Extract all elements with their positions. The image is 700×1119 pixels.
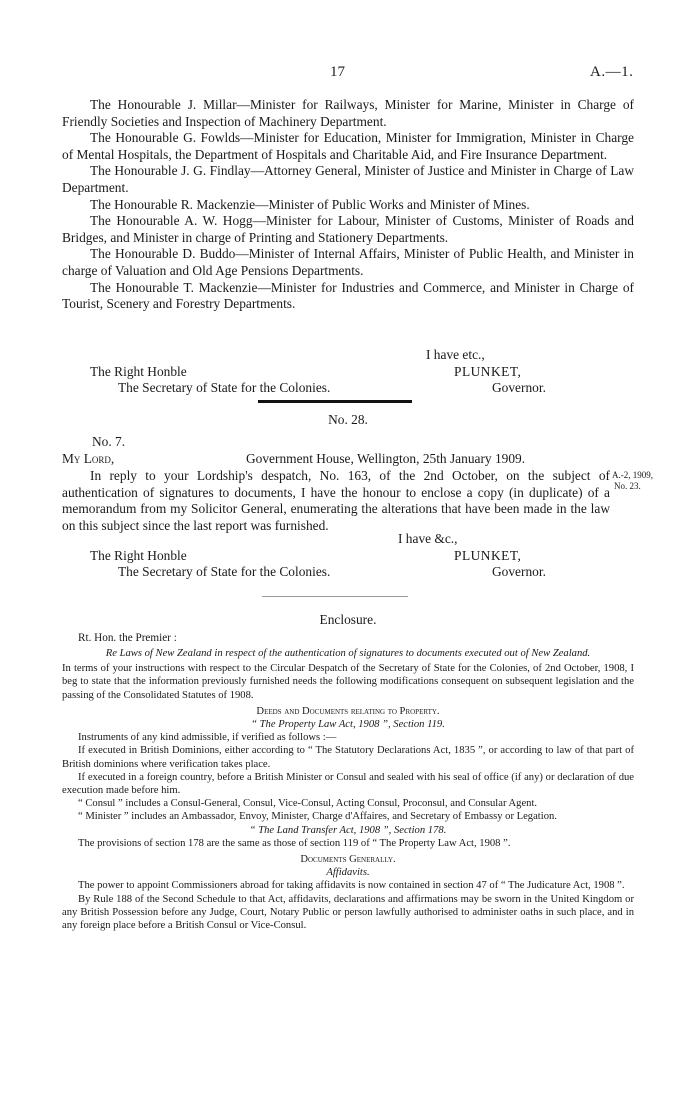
section-heading: Documents Generally. [300,854,396,866]
minister-entry: The Honourable J. G. Findlay—Attorney General, Minister of Justice and Minister in Charge of Law Department. [62,163,634,195]
minister-entry: The Honourable D. Buddo—Minister of Internal Affairs, Minister of Public Health, and Minister in charge of Valuation and Old Age Pensions Departments. [62,246,634,278]
enclosure-to: Rt. Hon. the Premier : [78,632,177,644]
document-reference: A.—1. [590,64,634,80]
ministers-list [62,97,634,313]
enclosure-paragraph: “ Minister ” includes an Ambassador, Envoy, Minister, Charge d'Affaires, and Secretary of Embassy or Legation. [78,811,557,823]
despatch-sub-number: No. 7. [92,434,126,449]
despatch-body [62,468,610,534]
closing-block-2 [62,531,634,581]
margin-note-line: A.-2, 1909, [612,470,653,480]
signer-title: Governor. [492,564,546,580]
margin-note-line: No. 23. [614,481,641,491]
section-divider [258,400,412,403]
enclosure-paragraph: If executed in a foreign country, before a British Minister or Consul and sealed with his seal of office (if any) or declaration of due execution made before him. [62,771,634,797]
section-heading: Deeds and Documents relating to Property. [256,705,440,717]
intro-paragraph: In terms of your instructions with respect to the Circular Despatch of the Secretary of State for the Colonies, of 2nd October, 1908, I beg to state that the information previously furnished needs the following modifications consequent on subsequent legislation and the passing of the Consolidated Statutes of 1908. [62,663,634,701]
section-subheading: Affidavits. [326,867,370,879]
signer-name: PLUNKET, [454,363,522,379]
addressee-title: The Secretary of State for the Colonies. [118,380,331,396]
have-etc: I have &c., [398,531,458,546]
signer-title: Governor. [492,380,546,396]
minister-entry: The Honourable T. Mackenzie—Minister for Industries and Commerce, and Minister in Charge of Tourist, Scenery and Forestry Departments. [62,279,634,312]
enclosure-heading: Enclosure. [319,612,377,627]
addressee: The Right Honble [90,363,187,379]
enclosure-paragraph: The provisions of section 178 are the same as those of section 119 of “ The Property Law Act, 1908 ”. [78,837,511,849]
despatch-paragraph: In reply to your Lordship's despatch, No. 163, of the 2nd October, on the subject of authentication of signatures to documents, I have the honour to enclose a copy (in duplicate) of a memorandum from my Solicitor General, enumerating the alterations that have been made in the law on this subject since the last report was furnished. [62,468,610,533]
enclosure-paragraph: Instruments of any kind admissible, if verified as follows :— [78,732,337,744]
enclosure-body [62,647,634,932]
minister-entry: The Honourable R. Mackenzie—Minister of Public Works and Minister of Mines. [90,196,530,212]
minister-entry: The Honourable G. Fowlds—Minister for Education, Minister for Immigration, Minister in Charge of Mental Hospitals, the Department of Hospitals and Charitable Aid, and Fire Insurance Department. [62,130,634,162]
enclosure-paragraph: The power to appoint Commissioners abroad for taking affidavits is now contained in section 47 of “ The Judicature Act, 1908 ”. [78,880,625,892]
closing-block-1 [62,347,634,397]
enclosure-paragraph: If executed in British Dominions, either according to “ The Statutory Declarations Act, 1835 ”, or according to law of that part of British dominions where verification takes place. [62,745,634,770]
margin-note [612,470,653,492]
addressee-title: The Secretary of State for the Colonies. [118,564,331,580]
place-date: Government House, Wellington, 25th January 1909. [246,451,526,466]
signer-name: PLUNKET, [454,547,522,563]
minister-entry: The Honourable J. Millar—Minister for Railways, Minister for Marine, Minister in Charge of Friendly Societies and Inspection of Machinery Department. [62,97,634,129]
enclosure-paragraph: “ Consul ” includes a Consul-General, Consul, Vice-Consul, Acting Consul, Proconsul, and Consular Agent. [78,798,538,810]
addressee: The Right Honble [90,547,187,563]
despatch-number: No. 28. [328,412,368,427]
minister-entry: The Honourable A. W. Hogg—Minister for Labour, Minister of Customs, Minister of Roads and Bridges, and Minister in charge of Printing and Stationery Departments. [62,213,634,245]
enclosure-paragraph: By Rule 188 of the Second Schedule to that Act, affidavits, declarations and affirmations may be sworn in the United Kingdom or any British Possession before any Judge, Court, Notary Public or person lawfully authorised to administer oaths in such place, and in any foreign place before a British Consul or Vice-Consul. [62,893,634,932]
act-citation: “ The Land Transfer Act, 1908 ”, Section 178. [249,824,447,836]
salutation: My Lord, [62,451,115,466]
section-divider-thin [262,596,408,597]
act-citation: “ The Property Law Act, 1908 ”, Section 119. [251,719,445,731]
page-number: 17 [330,64,345,80]
have-etc: I have etc., [426,347,485,362]
re-line: Re Laws of New Zealand in respect of the authentication of signatures to documents executed out of New Zealand. [105,648,591,659]
